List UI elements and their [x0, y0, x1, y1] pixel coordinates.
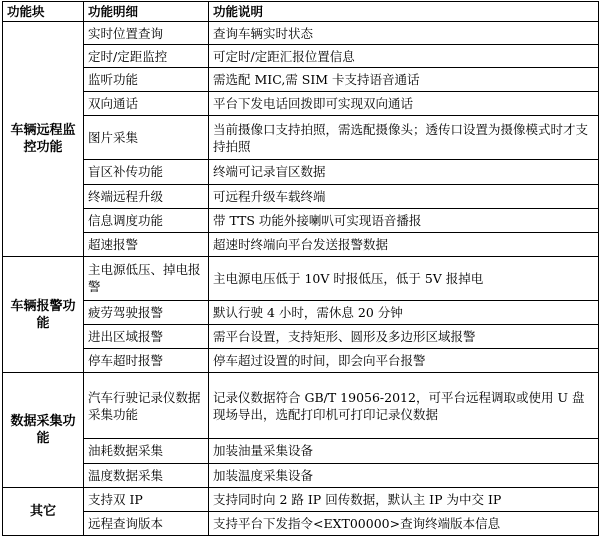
feature-name: 双向通话 [84, 92, 209, 116]
feature-description: 停车超过设置的时间，即会向平台报警 [209, 349, 599, 373]
table-row [3, 160, 599, 184]
feature-name: 停车超时报警 [84, 349, 209, 373]
feature-name: 图片采集 [84, 116, 209, 160]
feature-description: 当前摄像口支持拍照，需选配摄像头；透传口设置为摄像模式时才支持拍照 [209, 116, 599, 160]
feature-name: 监听功能 [84, 68, 209, 92]
table-row [3, 184, 599, 208]
feature-name: 油耗数据采集 [84, 439, 209, 463]
feature-name: 超速报警 [84, 232, 209, 256]
feature-description: 需平台设置，支持矩形、圆形及多边形区域报警 [209, 325, 599, 349]
table-row [3, 439, 599, 463]
feature-description: 支持平台下发指令<EXT00000>查询终端版本信息 [209, 511, 599, 535]
feature-description: 支持同时向 2 路 IP 回传数据，默认主 IP 为中交 IP [209, 487, 599, 511]
table-row [3, 116, 599, 160]
category-vehicle-alarm: 车辆报警功能 [3, 256, 84, 372]
feature-description: 带 TTS 功能外接喇叭可实现语音播报 [209, 208, 599, 232]
feature-name: 终端远程升级 [84, 184, 209, 208]
feature-description: 终端可记录盲区数据 [209, 160, 599, 184]
function-table [2, 1, 599, 536]
header-detail: 功能明细 [84, 2, 209, 22]
feature-name: 信息调度功能 [84, 208, 209, 232]
feature-name: 进出区域报警 [84, 325, 209, 349]
feature-description: 加装油量采集设备 [209, 439, 599, 463]
table-row [3, 300, 599, 324]
header-description: 功能说明 [209, 2, 599, 22]
table-row [3, 487, 599, 511]
table-row [3, 325, 599, 349]
category-other: 其它 [3, 487, 84, 535]
table-row [3, 373, 599, 439]
feature-name: 汽车行驶记录仪数据采集功能 [84, 373, 209, 439]
table-row [3, 349, 599, 373]
table-row [3, 68, 599, 92]
feature-description: 可远程升级车载终端 [209, 184, 599, 208]
category-remote-monitoring: 车辆远程监控功能 [3, 22, 84, 257]
feature-description: 记录仪数据符合 GB/T 19056-2012，可平台远程调取或使用 U 盘现场导出，选配打印机可打印记录仪数据 [209, 373, 599, 439]
feature-description: 默认行驶 4 小时，需休息 20 分钟 [209, 300, 599, 324]
feature-name: 疲劳驾驶报警 [84, 300, 209, 324]
table-row [3, 92, 599, 116]
table-row [3, 232, 599, 256]
table-row [3, 463, 599, 487]
feature-description: 平台下发电话回拨即可实现双向通话 [209, 92, 599, 116]
feature-name: 支持双 IP [84, 487, 209, 511]
feature-name: 主电源低压、掉电报警 [84, 256, 209, 300]
feature-name: 远程查询版本 [84, 511, 209, 535]
feature-description: 查询车辆实时状态 [209, 22, 599, 45]
feature-description: 超速时终端向平台发送报警数据 [209, 232, 599, 256]
table-row [3, 45, 599, 68]
header-block: 功能块 [3, 2, 84, 22]
table-row [3, 511, 599, 535]
feature-name: 盲区补传功能 [84, 160, 209, 184]
feature-description: 可定时/定距汇报位置信息 [209, 45, 599, 68]
feature-description: 加装温度采集设备 [209, 463, 599, 487]
feature-name: 温度数据采集 [84, 463, 209, 487]
table-row [3, 256, 599, 300]
table-row [3, 208, 599, 232]
header-row [3, 2, 599, 22]
feature-description: 主电源电压低于 10V 时报低压，低于 5V 报掉电 [209, 256, 599, 300]
feature-name: 实时位置查询 [84, 22, 209, 45]
feature-description: 需选配 MIC,需 SIM 卡支持语音通话 [209, 68, 599, 92]
feature-name: 定时/定距监控 [84, 45, 209, 68]
table-row [3, 22, 599, 45]
category-data-collection: 数据采集功能 [3, 373, 84, 487]
